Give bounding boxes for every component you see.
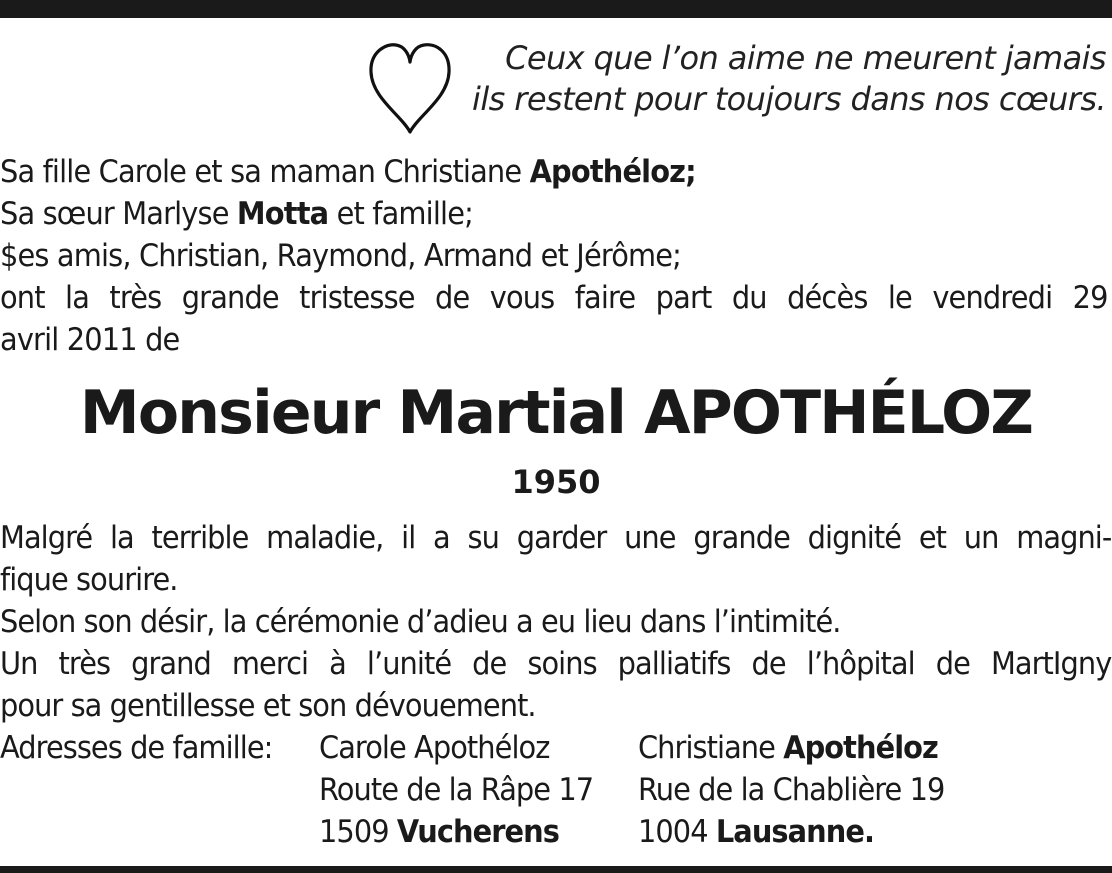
sister-surname: Motta — [236, 196, 329, 232]
body-line-5: pour sa gentillesse et son dévouement. — [0, 688, 536, 724]
family-addresses — [0, 727, 1070, 853]
christiane-name — [638, 727, 938, 769]
message-body — [0, 517, 1111, 727]
heart-icon — [366, 40, 454, 136]
body-line-2: fique sourire. — [0, 562, 178, 598]
intro-line-5: avril 2011 de — [0, 322, 180, 358]
intro-line-2-text: Sa sœur Marlyse — [0, 196, 237, 232]
address-row-streets — [0, 769, 1070, 811]
christiane-locality — [638, 811, 874, 853]
carole-zip: 1509 — [318, 814, 397, 850]
address-row-names — [0, 727, 1070, 769]
christiane-zip: 1004 — [637, 814, 716, 850]
carole-name: Carole Apothéloz — [318, 730, 550, 766]
christiane-city: Lausanne. — [715, 814, 875, 850]
intro-line-3: $es amis, Christian, Raymond, Armand et Jérôme; — [0, 238, 682, 274]
intro-line-1 — [0, 151, 1030, 193]
body-line-1: Malgré la terrible maladie, il a su garder une grande dignité et un magni- — [0, 520, 1112, 556]
body-line-3: Selon son désir, la cérémonie d’adieu a eu lieu dans l’intimité. — [0, 604, 841, 640]
family-surname: Apothéloz; — [529, 154, 696, 190]
carole-city: Vucherens — [396, 814, 559, 850]
intro-line-2-after: et famille; — [328, 196, 473, 232]
christiane-surname: Apothéloz — [783, 730, 938, 766]
quote-line-2: ils restent pour toujours dans nos cœurs. — [472, 80, 1106, 118]
quote-line-1: Ceux que l’on aime ne meurent jamais — [505, 39, 1106, 77]
address-row-cities — [0, 811, 1070, 853]
christiane-street: Rue de la Chablière 19 — [637, 772, 945, 808]
intro-line-4: ont la très grande tristesse de vous faire part du décès le vendredi 29 — [0, 280, 1108, 316]
top-rule — [0, 0, 1112, 18]
deceased-name: Monsieur Martial APOTHÉLOZ — [79, 378, 1033, 448]
christiane-first-name: Christiane — [637, 730, 784, 766]
family-announcement — [0, 151, 1108, 361]
body-line-4: Un très grand merci à l’unité de soins palliatifs de l’hôpital de MartIgny — [0, 646, 1112, 682]
address-label: Adresses de famille: — [0, 730, 273, 766]
carole-street: Route de la Râpe 17 — [318, 772, 594, 808]
carole-locality — [319, 811, 559, 853]
intro-line-1-text: Sa fille Carole et sa maman Christiane — [0, 154, 530, 190]
birth-year: 1950 — [511, 463, 601, 501]
bottom-rule — [0, 866, 1112, 873]
memorial-quote — [472, 38, 1106, 120]
intro-line-2 — [0, 193, 1030, 235]
